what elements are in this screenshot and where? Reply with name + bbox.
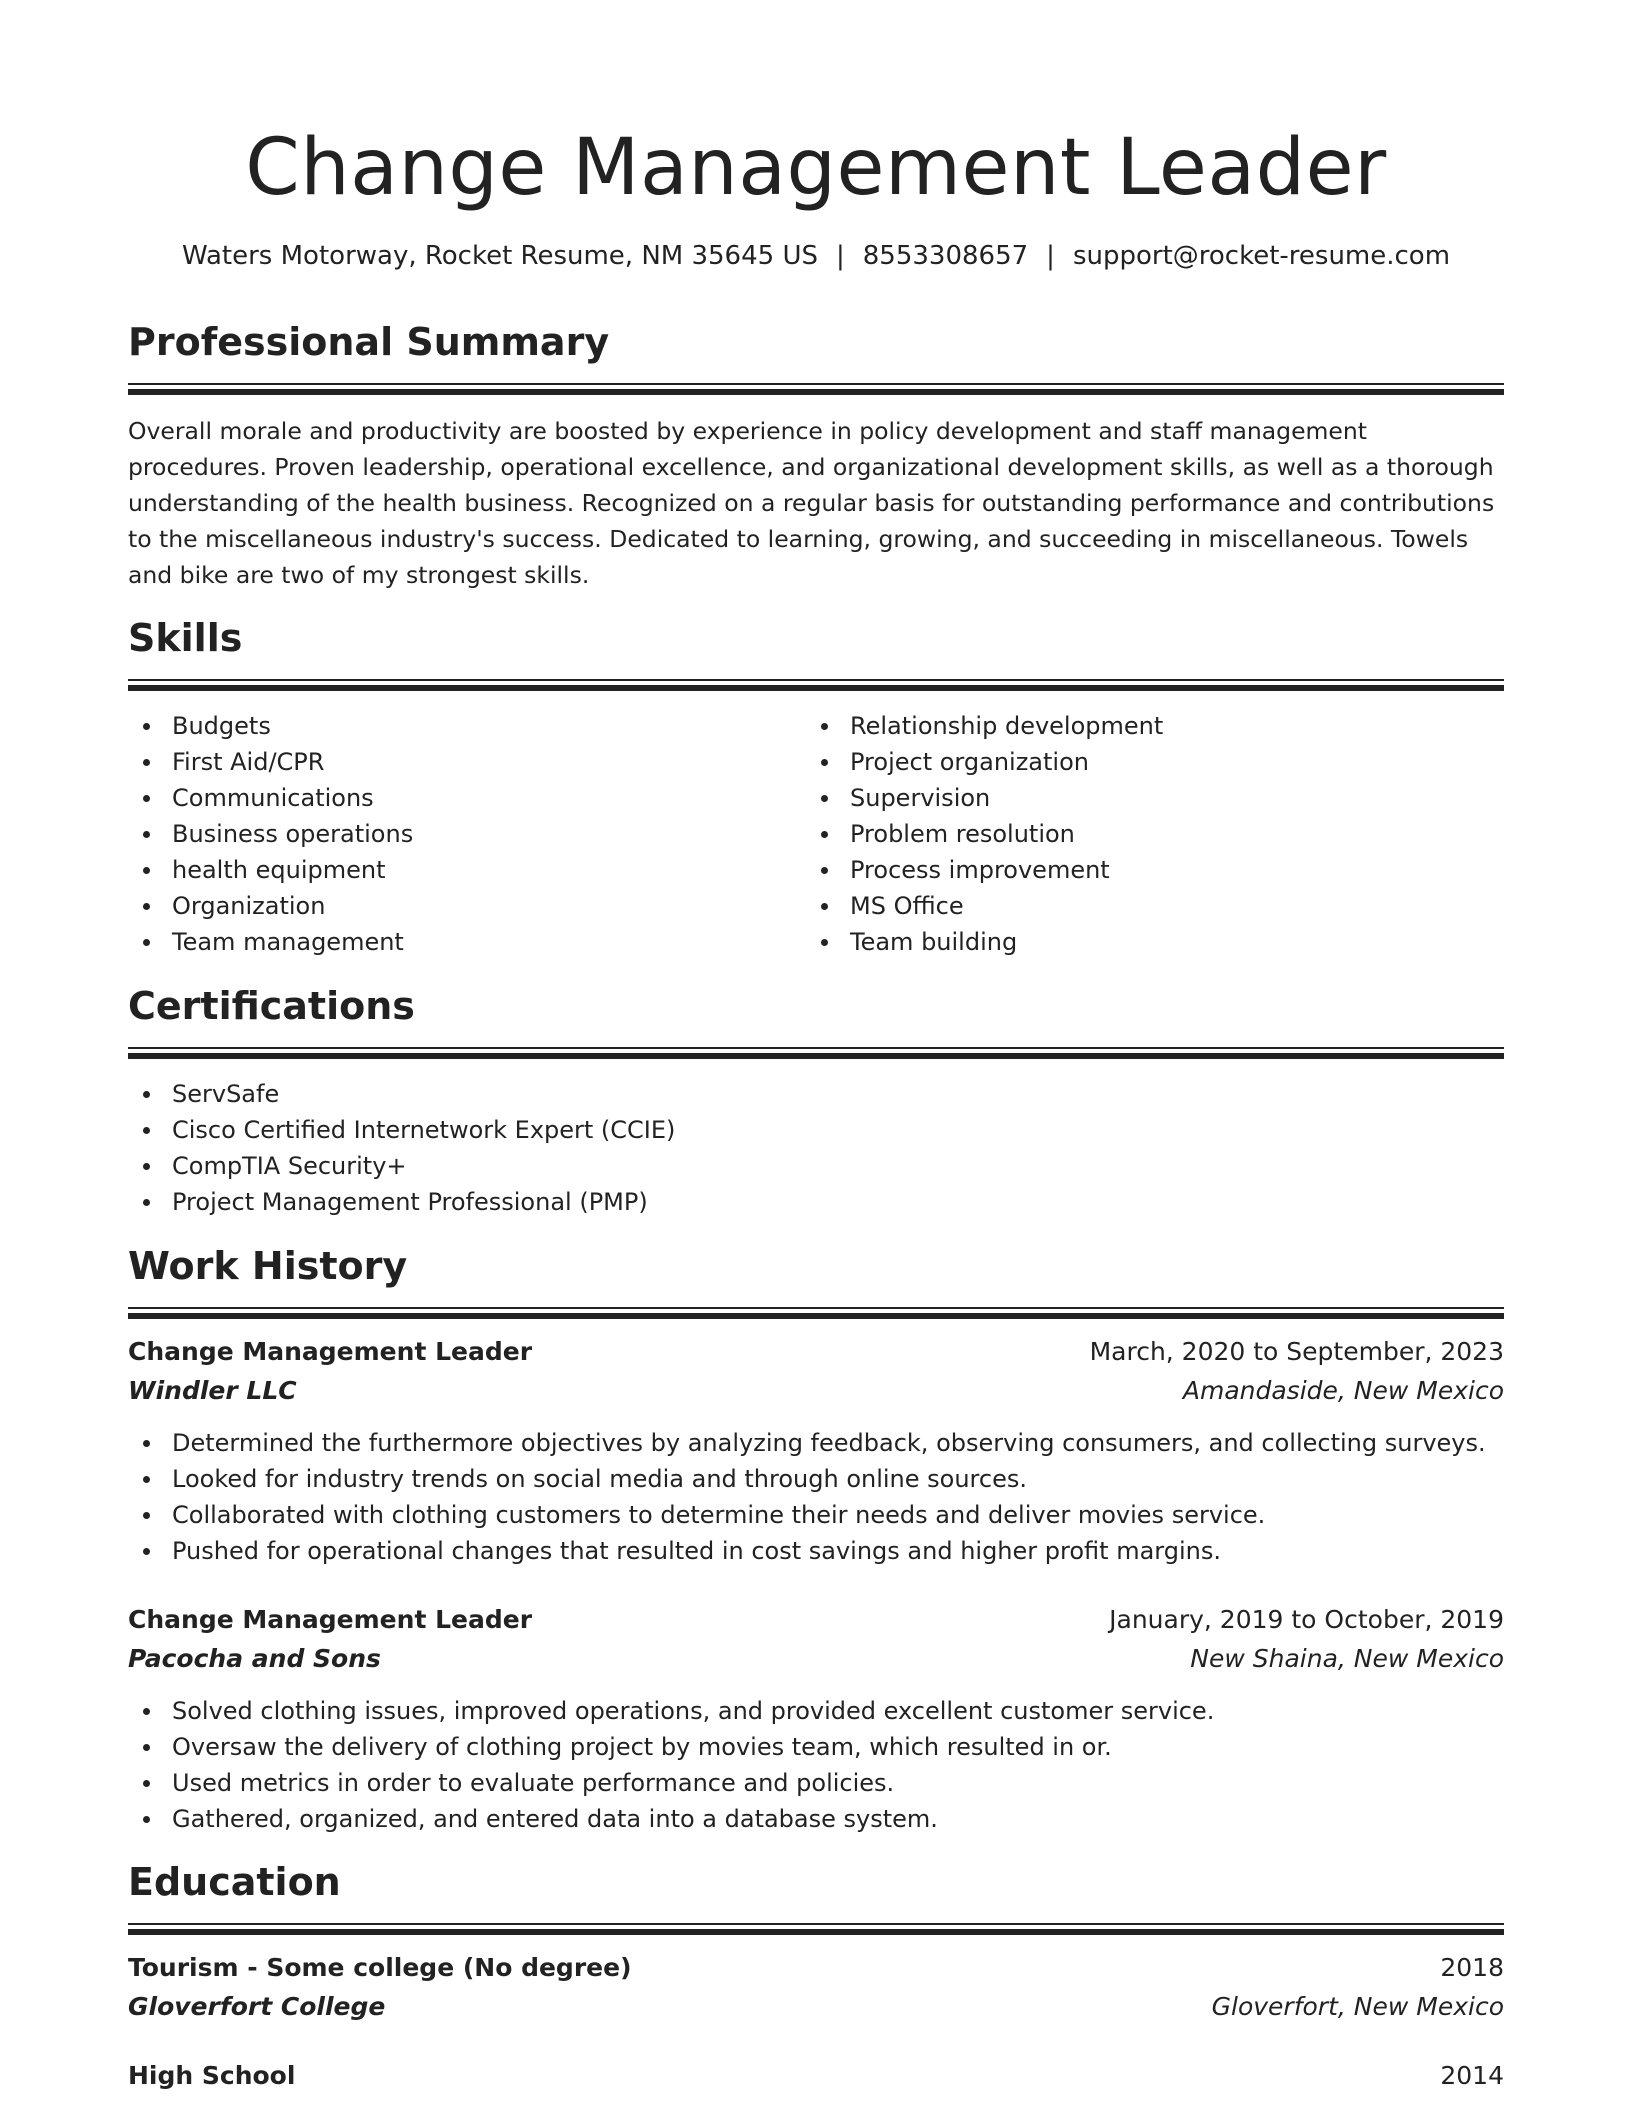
job-dates: March, 2020 to September, 2023: [1089, 1337, 1504, 1366]
contact-email: support@rocket-resume.com: [1072, 241, 1451, 271]
section-title-skills: Skills: [128, 616, 243, 660]
section-title-work-history: Work History: [128, 1244, 408, 1288]
skill-item: Team building: [850, 924, 1484, 960]
job-bullet: Pushed for operational changes that resulted in cost savings and higher profit margins.: [172, 1533, 1504, 1569]
education-section: [128, 1857, 1504, 2095]
summary-text: Overall morale and productivity are boosted by experience in policy development and staff management procedures. Proven leadership, operational excellence, and organizational development skills, as well as a thorough understanding of the health business. Recognized on a regular basis for outstanding performance and contributions to the miscellaneous industry's success. Dedicated to learning, growing, and succeeding in miscellaneous. Towels and bike are two of my strongest skills.: [128, 417, 1495, 589]
education-degree: High School: [128, 2061, 296, 2090]
job-entry: [128, 1601, 1504, 1837]
skill-item: MS Office: [850, 888, 1484, 924]
section-divider: [128, 383, 1504, 395]
job-bullet: Collaborated with clothing customers to determine their needs and deliver movies service.: [172, 1497, 1504, 1533]
job-location: Amandaside, New Mexico: [1182, 1376, 1504, 1405]
skill-item: Supervision: [850, 780, 1484, 816]
section-divider: [128, 679, 1504, 691]
job-company: Pacocha and Sons: [128, 1644, 381, 1673]
skill-item: Problem resolution: [850, 816, 1484, 852]
skills-section: [128, 613, 1504, 960]
job-header: [128, 1333, 1504, 1371]
skill-item: Organization: [172, 888, 806, 924]
job-location: New Shaina, New Mexico: [1190, 1644, 1504, 1673]
job-bullet: Gathered, organized, and entered data into a database system.: [172, 1801, 1504, 1837]
skill-item: Team management: [172, 924, 806, 960]
skill-item: Process improvement: [850, 852, 1484, 888]
certifications-section: [128, 981, 1504, 1220]
job-bullet: Used metrics in order to evaluate performance and policies.: [172, 1765, 1504, 1801]
education-year: 2014: [1440, 2061, 1504, 2090]
skill-item: Business operations: [172, 816, 806, 852]
section-title-certifications: Certifications: [128, 984, 415, 1028]
education-degree: Tourism - Some college (No degree): [128, 1953, 632, 1982]
contact-phone: 8553308657: [862, 241, 1029, 271]
section-divider: [128, 1307, 1504, 1319]
skill-item: Relationship development: [850, 708, 1484, 744]
education-entry: [128, 2057, 1504, 2095]
section-divider: [128, 1047, 1504, 1059]
skill-item: health equipment: [172, 852, 806, 888]
job-bullet: Looked for industry trends on social media and through online sources.: [172, 1461, 1504, 1497]
skills-column-right: [806, 708, 1484, 960]
contact-separator: |: [1046, 241, 1055, 271]
skills-column-left: [128, 708, 806, 960]
job-bullet: Determined the furthermore objectives by analyzing feedback, observing consumers, and collecting surveys.: [172, 1425, 1504, 1461]
education-year: 2018: [1440, 1953, 1504, 1982]
education-location: Gloverfort, New Mexico: [1211, 1992, 1504, 2021]
education-entry: [128, 1949, 1504, 2027]
certification-item: CompTIA Security+: [172, 1148, 1504, 1184]
certification-item: Cisco Certified Internetwork Expert (CCIE): [172, 1112, 1504, 1148]
job-title: Change Management Leader: [128, 1605, 533, 1634]
skill-item: Budgets: [172, 708, 806, 744]
section-title-education: Education: [128, 1860, 341, 1904]
job-company: Windler LLC: [128, 1376, 297, 1405]
job-dates: January, 2019 to October, 2019: [1109, 1605, 1504, 1634]
job-subheader: [128, 1371, 1504, 1411]
job-title: Change Management Leader: [128, 1337, 533, 1366]
job-header: [128, 1601, 1504, 1639]
certification-item: Project Management Professional (PMP): [172, 1184, 1504, 1220]
job-bullet: Solved clothing issues, improved operations, and provided excellent customer service.: [172, 1693, 1504, 1729]
education-header: [128, 1949, 1504, 1987]
candidate-name: Change Management Leader: [245, 123, 1387, 213]
job-bullet: Oversaw the delivery of clothing project by movies team, which resulted in or.: [172, 1729, 1504, 1765]
contact-separator: |: [835, 241, 845, 271]
skill-item: Project organization: [850, 744, 1484, 780]
skill-item: First Aid/CPR: [172, 744, 806, 780]
contact-line: [128, 238, 1504, 274]
skill-item: Communications: [172, 780, 806, 816]
summary-section: [128, 317, 1504, 593]
education-school: Gloverfort College: [128, 1992, 386, 2021]
job-subheader: [128, 1639, 1504, 1679]
skills-columns: [128, 708, 1504, 960]
education-header: [128, 2057, 1504, 2095]
work-history-section: [128, 1241, 1504, 1837]
section-title-summary: Professional Summary: [128, 320, 610, 364]
certification-item: ServSafe: [172, 1076, 1504, 1112]
education-subheader: [128, 1987, 1504, 2027]
section-divider: [128, 1923, 1504, 1935]
job-entry: [128, 1333, 1504, 1569]
contact-address: Waters Motorway, Rocket Resume, NM 35645 US: [181, 241, 818, 271]
